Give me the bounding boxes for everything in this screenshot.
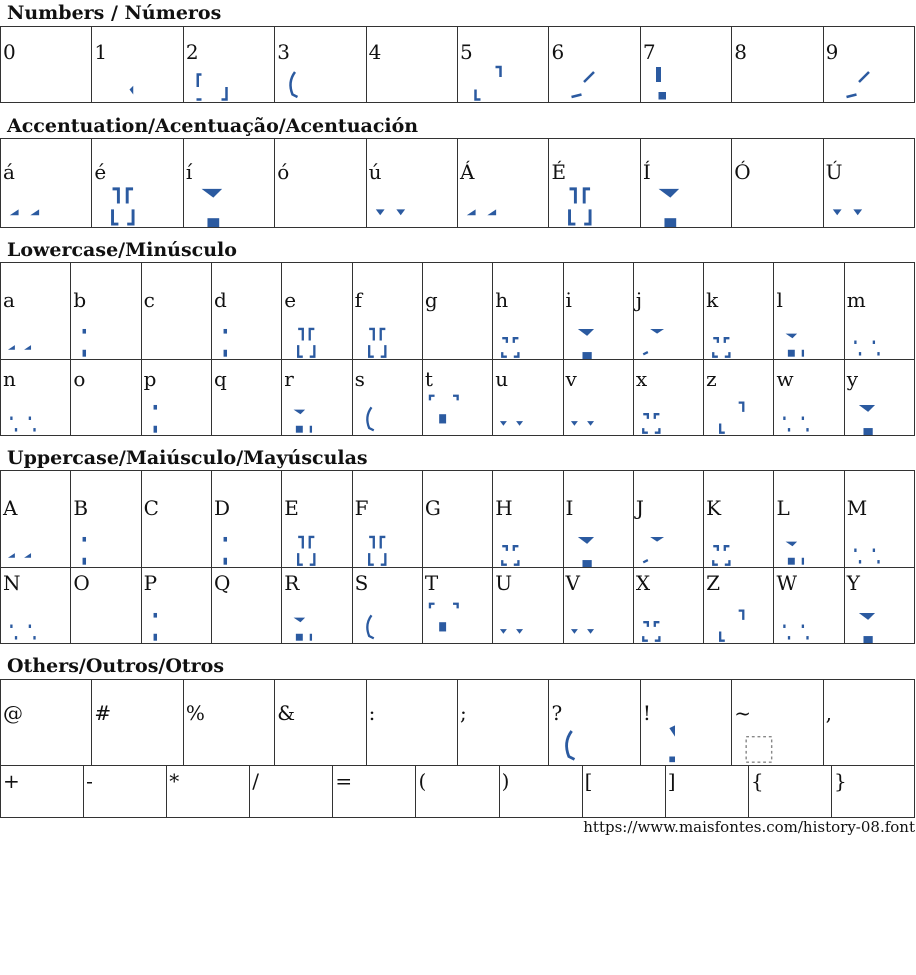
glyph-cell-char: = (335, 769, 353, 793)
glyph-cell (0, 27, 91, 102)
glyph-cell-char: ú (368, 160, 382, 184)
glyph-cell-char: U (495, 571, 513, 595)
glyph-cell (0, 568, 70, 643)
glyph-cell (665, 766, 748, 817)
glyph-cell (773, 360, 843, 435)
glyph-cell (703, 263, 773, 359)
glyph-cell-char: h (495, 288, 509, 312)
glyph-cell-char: j (635, 288, 643, 312)
glyph-cell (633, 263, 703, 359)
others-grid-row-2 (0, 765, 915, 818)
others-grid-row-1 (0, 679, 915, 766)
glyph-cell (548, 27, 639, 102)
lowercase-grid-row-1 (0, 262, 915, 360)
glyph-cell (731, 680, 822, 765)
glyph-cell (281, 568, 351, 643)
glyph-cell (211, 568, 281, 643)
glyph-preview-icon (641, 680, 731, 765)
glyph-cell (281, 360, 351, 435)
glyph-cell (731, 27, 822, 102)
glyph-cell (352, 471, 422, 567)
glyph-cell (548, 680, 639, 765)
glyph-cell (211, 263, 281, 359)
glyph-cell-char: ( (418, 769, 427, 793)
glyph-cell-char: f (354, 288, 362, 312)
glyph-cell-char: q (213, 367, 227, 391)
glyph-cell-char: V (565, 571, 580, 595)
source-url-link[interactable]: https://www.maisfontes.com/history-08.font (583, 818, 915, 836)
glyph-preview-icon (458, 27, 548, 102)
glyph-cell-char: é (94, 160, 107, 184)
lowercase-grid-row-2 (0, 359, 915, 436)
glyph-cell-char: g (424, 288, 438, 312)
glyph-preview-icon (353, 263, 422, 359)
glyph-cell-char: 5 (460, 40, 473, 64)
glyph-preview-icon (549, 27, 639, 102)
glyph-cell-char: ! (642, 701, 651, 725)
glyph-cell (492, 360, 562, 435)
glyph-cell (83, 766, 166, 817)
glyph-cell (492, 568, 562, 643)
glyph-preview-icon (71, 263, 140, 359)
glyph-preview-icon (184, 139, 274, 227)
glyph-cell (281, 471, 351, 567)
glyph-preview-icon (564, 263, 633, 359)
glyph-cell (366, 139, 457, 227)
glyph-cell (141, 360, 211, 435)
glyph-preview-icon (423, 568, 492, 643)
glyph-cell (366, 680, 457, 765)
glyph-cell-char: Z (706, 571, 721, 595)
glyph-cell-char: x (635, 367, 648, 391)
glyph-preview-icon (493, 263, 562, 359)
glyph-cell (91, 27, 182, 102)
glyph-cell-char: K (706, 496, 722, 520)
glyph-cell-char: % (185, 701, 205, 725)
glyph-cell (640, 139, 731, 227)
glyph-cell-char: G (424, 496, 441, 520)
glyph-cell (422, 263, 492, 359)
glyph-preview-icon (493, 471, 562, 567)
glyph-cell (0, 766, 83, 817)
glyph-cell (823, 139, 915, 227)
glyph-cell-char: [ (584, 769, 593, 793)
glyph-cell-char: k (706, 288, 719, 312)
section-title-others: Others/Outros/Otros (7, 655, 225, 677)
glyph-preview-icon (71, 471, 140, 567)
uppercase-grid-row-1 (0, 470, 915, 568)
glyph-preview-icon (282, 263, 351, 359)
glyph-preview-icon (493, 360, 562, 435)
glyph-cell (352, 568, 422, 643)
glyph-cell-char: n (3, 367, 16, 391)
glyph-cell-char: 1 (94, 40, 108, 64)
glyph-cell (141, 471, 211, 567)
glyph-cell-char: , (825, 701, 833, 725)
glyph-cell (457, 27, 548, 102)
glyph-cell-char: 6 (551, 40, 565, 64)
glyph-cell (844, 471, 915, 567)
glyph-cell-char: b (73, 288, 87, 312)
glyph-preview-icon (845, 360, 914, 435)
glyph-cell-char: ó (277, 160, 290, 184)
glyph-cell (563, 568, 633, 643)
glyph-cell-char: C (143, 496, 159, 520)
glyph-cell (70, 471, 140, 567)
glyph-cell (492, 471, 562, 567)
glyph-cell-char: 8 (734, 40, 747, 64)
glyph-cell (352, 263, 422, 359)
glyph-preview-icon (774, 471, 843, 567)
glyph-preview-icon (353, 360, 422, 435)
glyph-cell-char: i (565, 288, 572, 312)
glyph-cell (274, 27, 365, 102)
glyph-cell (332, 766, 415, 817)
glyph-cell (91, 139, 182, 227)
glyph-cell (563, 263, 633, 359)
glyph-cell (0, 263, 70, 359)
glyph-cell (492, 263, 562, 359)
glyph-cell (548, 139, 639, 227)
glyph-preview-icon (732, 680, 822, 765)
glyph-cell-char: v (565, 367, 577, 391)
glyph-preview-icon (142, 568, 211, 643)
glyph-cell (0, 471, 70, 567)
glyph-cell (166, 766, 249, 817)
glyph-cell-char: í (185, 160, 193, 184)
glyph-cell-char: s (354, 367, 365, 391)
glyph-cell (773, 471, 843, 567)
glyph-cell-char: o (73, 367, 86, 391)
glyph-cell (823, 27, 915, 102)
glyph-cell-char: N (3, 571, 21, 595)
glyph-cell-char: p (143, 367, 157, 391)
glyph-cell (499, 766, 582, 817)
glyph-preview-icon (704, 568, 773, 643)
glyph-cell-char: } (833, 769, 847, 793)
glyph-preview-icon (367, 139, 457, 227)
glyph-cell-char: S (354, 571, 369, 595)
glyph-cell (70, 568, 140, 643)
glyph-preview-icon (275, 27, 365, 102)
glyph-cell-char: Y (846, 571, 860, 595)
uppercase-grid-row-2 (0, 567, 915, 644)
glyph-cell-char: t (424, 367, 433, 391)
glyph-preview-icon (493, 568, 562, 643)
glyph-cell-char: Í (642, 160, 651, 184)
glyph-cell (703, 568, 773, 643)
glyph-cell (249, 766, 332, 817)
glyph-cell-char: w (776, 367, 794, 391)
glyph-cell (633, 360, 703, 435)
glyph-cell-char: R (284, 571, 300, 595)
glyph-cell (274, 139, 365, 227)
glyph-cell-char: { (750, 769, 764, 793)
glyph-preview-icon (142, 360, 211, 435)
glyph-cell-char: 3 (277, 40, 290, 64)
glyph-cell (91, 680, 182, 765)
glyph-cell (844, 360, 915, 435)
glyph-cell (0, 680, 91, 765)
glyph-cell-char: I (565, 496, 574, 520)
glyph-cell-char: r (284, 367, 294, 391)
glyph-cell-char: L (776, 496, 790, 520)
glyph-preview-icon (564, 360, 633, 435)
glyph-cell (274, 680, 365, 765)
glyph-cell-char: - (86, 769, 93, 793)
glyph-cell (183, 139, 274, 227)
glyph-cell-char: z (706, 367, 717, 391)
glyph-cell (70, 360, 140, 435)
glyph-cell (183, 680, 274, 765)
glyph-cell-char: T (424, 571, 439, 595)
glyph-cell-char: ) (501, 769, 510, 793)
glyph-cell-char: u (495, 367, 509, 391)
glyph-cell-char: Ú (825, 160, 843, 184)
glyph-cell-char: O (73, 571, 90, 595)
glyph-cell-char: É (551, 160, 567, 184)
glyph-preview-icon (634, 471, 703, 567)
glyph-cell-char: @ (3, 701, 23, 725)
glyph-preview-icon (845, 568, 914, 643)
glyph-cell (457, 139, 548, 227)
glyph-cell (141, 263, 211, 359)
glyph-cell-char: : (368, 701, 376, 725)
glyph-cell (640, 27, 731, 102)
glyph-cell-char: 9 (825, 40, 839, 64)
glyph-preview-icon (634, 263, 703, 359)
glyph-cell-char: X (635, 571, 651, 595)
glyph-cell (211, 360, 281, 435)
glyph-cell-char: F (354, 496, 369, 520)
glyph-preview-icon (423, 360, 492, 435)
glyph-preview-icon (634, 360, 703, 435)
glyph-preview-icon (282, 568, 351, 643)
section-title-numbers: Numbers / Números (7, 2, 222, 24)
glyph-cell-char: Ó (734, 160, 751, 184)
glyph-cell (0, 139, 91, 227)
glyph-cell (415, 766, 498, 817)
glyph-cell-char: 0 (3, 40, 16, 64)
glyph-preview-icon (845, 263, 914, 359)
glyph-cell-char: e (284, 288, 297, 312)
glyph-cell-char: H (495, 496, 513, 520)
glyph-cell (422, 360, 492, 435)
glyph-cell-char: 7 (642, 40, 656, 64)
glyph-preview-icon (1, 263, 70, 359)
glyph-cell-char: D (213, 496, 230, 520)
glyph-preview-icon (1, 360, 70, 435)
glyph-preview-icon (282, 360, 351, 435)
glyph-cell (582, 766, 665, 817)
glyph-preview-icon (824, 27, 914, 102)
glyph-cell (366, 27, 457, 102)
glyph-cell (457, 680, 548, 765)
glyph-cell (211, 471, 281, 567)
glyph-preview-icon (92, 27, 182, 102)
glyph-cell-char: á (3, 160, 15, 184)
glyph-cell (633, 471, 703, 567)
glyph-cell (141, 568, 211, 643)
glyph-preview-icon (353, 471, 422, 567)
glyph-cell-char: ] (667, 769, 676, 793)
glyph-cell (731, 139, 822, 227)
glyph-preview-icon (641, 27, 731, 102)
glyph-preview-icon (353, 568, 422, 643)
glyph-preview-icon (212, 263, 281, 359)
glyph-cell-char: Q (213, 571, 231, 595)
glyph-cell (633, 568, 703, 643)
glyph-cell (703, 360, 773, 435)
glyph-cell-char: m (846, 288, 866, 312)
glyph-cell-char: 2 (185, 40, 199, 64)
glyph-cell-char: J (635, 496, 644, 520)
glyph-preview-icon (634, 568, 703, 643)
glyph-cell-char: # (94, 701, 112, 725)
glyph-cell (183, 27, 274, 102)
glyph-cell (352, 360, 422, 435)
section-title-accentuation: Accentuation/Acentuação/Acentuación (7, 115, 419, 137)
glyph-preview-icon (845, 471, 914, 567)
glyph-cell-char: ? (551, 701, 563, 725)
glyph-cell (422, 471, 492, 567)
glyph-preview-icon (549, 139, 639, 227)
glyph-cell (70, 263, 140, 359)
glyph-cell-char: * (169, 769, 180, 793)
glyph-preview-icon (824, 139, 914, 227)
glyph-cell (844, 263, 915, 359)
glyph-preview-icon (184, 27, 274, 102)
accentuation-grid-row (0, 138, 915, 228)
section-title-uppercase: Uppercase/Maiúsculo/Mayúsculas (7, 447, 368, 469)
glyph-cell-char: M (846, 496, 868, 520)
glyph-preview-icon (458, 139, 548, 227)
glyph-cell-char: + (3, 769, 20, 793)
glyph-cell (823, 680, 915, 765)
glyph-cell (0, 360, 70, 435)
glyph-cell-char: P (143, 571, 158, 595)
glyph-preview-icon (704, 360, 773, 435)
glyph-cell-char: d (213, 288, 227, 312)
glyph-preview-icon (774, 568, 843, 643)
glyph-preview-icon (549, 680, 639, 765)
glyph-preview-icon (212, 471, 281, 567)
glyph-cell-char: 4 (368, 40, 382, 64)
glyph-preview-icon (704, 471, 773, 567)
glyph-cell-char: & (277, 701, 296, 725)
glyph-cell (844, 568, 915, 643)
glyph-cell-char: y (846, 367, 859, 391)
glyph-cell-char: B (73, 496, 89, 520)
glyph-cell-char: Á (460, 160, 475, 184)
glyph-cell (773, 568, 843, 643)
glyph-preview-icon (774, 263, 843, 359)
glyph-cell (773, 263, 843, 359)
glyph-cell-char: W (776, 571, 797, 595)
glyph-cell-char: ~ (734, 701, 752, 725)
glyph-cell (563, 471, 633, 567)
glyph-preview-icon (92, 139, 182, 227)
glyph-cell-char: / (252, 769, 260, 793)
glyph-cell-char: A (3, 496, 18, 520)
glyph-cell-char: a (3, 288, 15, 312)
glyph-cell-char: l (776, 288, 783, 312)
glyph-cell-char: ; (460, 701, 467, 725)
glyph-cell-char: E (284, 496, 299, 520)
glyph-preview-icon (641, 139, 731, 227)
glyph-preview-icon (564, 471, 633, 567)
glyph-preview-icon (774, 360, 843, 435)
glyph-preview-icon (1, 471, 70, 567)
glyph-cell (422, 568, 492, 643)
glyph-cell (563, 360, 633, 435)
glyph-cell (831, 766, 915, 817)
glyph-cell (640, 680, 731, 765)
glyph-cell (281, 263, 351, 359)
glyph-preview-icon (704, 263, 773, 359)
glyph-cell (748, 766, 831, 817)
glyph-preview-icon (282, 471, 351, 567)
numbers-grid-row (0, 26, 915, 103)
glyph-cell (703, 471, 773, 567)
glyph-preview-icon (564, 568, 633, 643)
glyph-preview-icon (1, 139, 91, 227)
glyph-preview-icon (1, 568, 70, 643)
glyph-cell-char: c (143, 288, 155, 312)
section-title-lowercase: Lowercase/Minúsculo (7, 239, 237, 261)
